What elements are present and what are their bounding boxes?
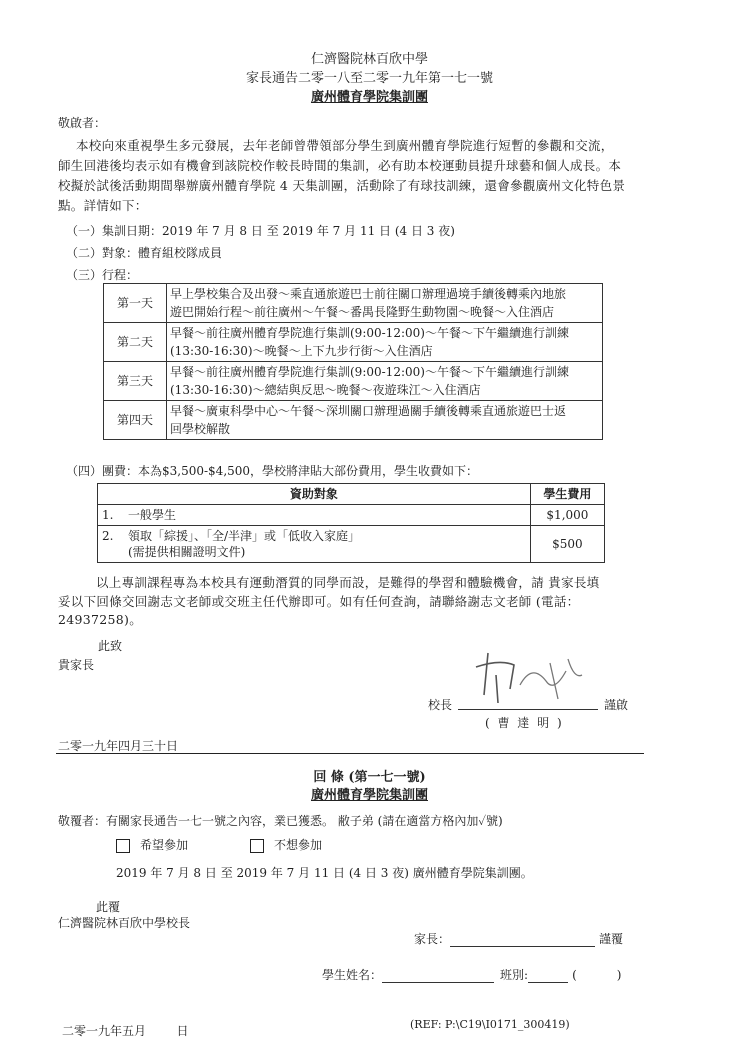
fees-row-target: 領取「綜援」、「全/半津」或「低收入家庭」 bbox=[128, 529, 361, 543]
parent-label: 家長： bbox=[414, 932, 451, 946]
respect-close: 謹啟 bbox=[604, 698, 629, 712]
itinerary-label: （三）行程： bbox=[66, 268, 139, 282]
option-join-label: 希望參加 bbox=[140, 838, 189, 852]
reference-code: (REF: P:\C19\I0171_300419) bbox=[410, 1018, 570, 1031]
join-checkbox[interactable] bbox=[116, 839, 130, 853]
principal-name: ( 曹 達 明 ) bbox=[485, 716, 564, 730]
itinerary-line: (13:30-16:30)～晚餐～上下九步行街～入住酒店 bbox=[170, 344, 433, 358]
fees-row-target: 一般學生 bbox=[124, 505, 530, 526]
notice-number: 家長通告二零一八至二零一九年第一七一號 bbox=[245, 71, 493, 86]
option-decline-label: 不想參加 bbox=[274, 838, 323, 852]
fees-intro: （四）團費：本為$3,500-$4,500，學校將津貼大部份費用，學生收費如下： bbox=[66, 464, 479, 478]
notice-title: 廣州體育學院集訓團 bbox=[310, 90, 428, 105]
reply-date: 二零一九年五月 日 bbox=[62, 1024, 189, 1038]
principal-signature-line bbox=[458, 709, 598, 710]
principal-signature bbox=[470, 645, 590, 707]
closing-line-3: 24937258)。 bbox=[58, 612, 142, 627]
itinerary-detail bbox=[167, 401, 603, 440]
fees-row-fee: $500 bbox=[530, 526, 604, 563]
school-name: 仁濟醫院林百欣中學 bbox=[310, 52, 428, 67]
itinerary-day: 第三天 bbox=[104, 362, 167, 401]
to-principal: 仁濟醫院林百欣中學校長 bbox=[58, 916, 191, 930]
student-label: 學生姓名： bbox=[322, 968, 383, 982]
itinerary-line: 早餐～前往廣州體育學院進行集訓(9:00-12:00)～午餐～下午繼續進行訓練 bbox=[170, 326, 569, 340]
parent-sign-row bbox=[414, 930, 623, 947]
ci-zhi: 此致 bbox=[98, 639, 123, 653]
intro-line-4: 點。詳情如下： bbox=[58, 198, 148, 213]
ci-fu: 此覆 bbox=[96, 900, 121, 914]
intro-line-3: 校擬於試後活動期間舉辦廣州體育學院 4 天集訓團，活動除了有球技訓練，還會參觀廣州文化特色景 bbox=[58, 178, 626, 193]
itinerary-row bbox=[104, 362, 603, 401]
reply-title: 回 條 (第一七一號) bbox=[313, 770, 426, 785]
notice-date: 二零一九年四月三十日 bbox=[58, 739, 179, 753]
intro-line-2: 師生回港後均表示如有機會到該院校作較長時間的集訓，必有助本校運動員提升球藝和個人成長。本 bbox=[58, 158, 622, 173]
itinerary-detail bbox=[167, 284, 603, 323]
fees-row-target-cell bbox=[124, 526, 530, 563]
student-row bbox=[322, 966, 621, 983]
itinerary-detail bbox=[167, 323, 603, 362]
parent-suffix: 謹覆 bbox=[599, 932, 624, 946]
fees-row bbox=[98, 526, 605, 563]
fees-row-no: 2. bbox=[98, 526, 125, 563]
class-label: 班別: bbox=[500, 968, 529, 982]
target-group: （二）對象：體育組校隊成員 bbox=[66, 246, 223, 260]
class-field[interactable] bbox=[528, 968, 568, 983]
fees-header-fee: 學生費用 bbox=[530, 484, 604, 505]
cut-line bbox=[56, 753, 644, 754]
class-no-close: ) bbox=[616, 968, 622, 982]
class-no-open: ( bbox=[572, 968, 577, 982]
itinerary-line: 早餐～前往廣州體育學院進行集訓(9:00-12:00)～午餐～下午繼續進行訓練 bbox=[170, 365, 569, 379]
closing-line-2: 妥以下回條交回謝志文老師或交班主任代辦即可。如有任何查詢，請聯絡謝志文老師 (電話： bbox=[58, 594, 580, 609]
principal-label: 校長 bbox=[428, 698, 453, 712]
reply-subtitle: 廣州體育學院集訓團 bbox=[310, 788, 428, 803]
closing-line-1: 以上專訓課程專為本校具有運動潛質的同學而設，是難得的學習和體驗機會，請 貴家長填 bbox=[96, 575, 600, 590]
option-decline[interactable] bbox=[250, 836, 322, 853]
fees-row-no: 1. bbox=[98, 505, 125, 526]
itinerary-line: (13:30-16:30)～總結與反思～晚餐～夜遊珠江～入住酒店 bbox=[170, 383, 481, 397]
fees-row-note: (需提供相關證明文件) bbox=[128, 545, 246, 559]
option-join[interactable] bbox=[116, 836, 188, 853]
itinerary-line: 早餐～廣東科學中心～午餐～深圳關口辦理過關手續後轉乘直通旅遊巴士返 bbox=[170, 404, 567, 418]
itinerary-day: 第二天 bbox=[104, 323, 167, 362]
parent-address: 貴家長 bbox=[58, 658, 95, 672]
itinerary-line: 回學校解散 bbox=[170, 422, 231, 436]
itinerary-line: 遊巴開始行程～前往廣州～午餐～番禺長隆野生動物園～晚餐～入住酒店 bbox=[170, 305, 555, 319]
itinerary-row bbox=[104, 401, 603, 440]
fees-row bbox=[98, 505, 605, 526]
itinerary-day: 第四天 bbox=[104, 401, 167, 440]
itinerary-table bbox=[103, 283, 603, 440]
parent-signature-field[interactable] bbox=[450, 932, 595, 947]
decline-checkbox[interactable] bbox=[250, 839, 264, 853]
itinerary-detail bbox=[167, 362, 603, 401]
intro-line-1: 本校向來重視學生多元發展，去年老師曾帶領部分學生到廣州體育學院進行短暫的參觀和交流， bbox=[76, 138, 614, 153]
fees-header-row bbox=[98, 484, 605, 505]
fees-header-target: 資助對象 bbox=[98, 484, 531, 505]
itinerary-row bbox=[104, 284, 603, 323]
itinerary-row bbox=[104, 323, 603, 362]
fees-table bbox=[97, 483, 605, 563]
itinerary-line: 早上學校集合及出發～乘直通旅遊巴士前往關口辦理過境手續後轉乘內地旅 bbox=[170, 287, 567, 301]
reply-date-line: 2019 年 7 月 8 日 至 2019 年 7 月 11 日 (4 日 3 夜) 廣州體育學院集訓團。 bbox=[116, 866, 533, 880]
reply-statement: 敬覆者：有關家長通告一七一號之內容，業已獲悉。 敝子弟 (請在適當方格內加✓號) bbox=[58, 814, 503, 828]
student-name-field[interactable] bbox=[382, 968, 494, 983]
training-dates: （一）集訓日期：2019 年 7 月 8 日 至 2019 年 7 月 11 日 (4 日 3 夜) bbox=[66, 224, 455, 238]
itinerary-day: 第一天 bbox=[104, 284, 167, 323]
salutation: 敬啟者： bbox=[58, 116, 107, 130]
fees-row-fee: $1,000 bbox=[530, 505, 604, 526]
